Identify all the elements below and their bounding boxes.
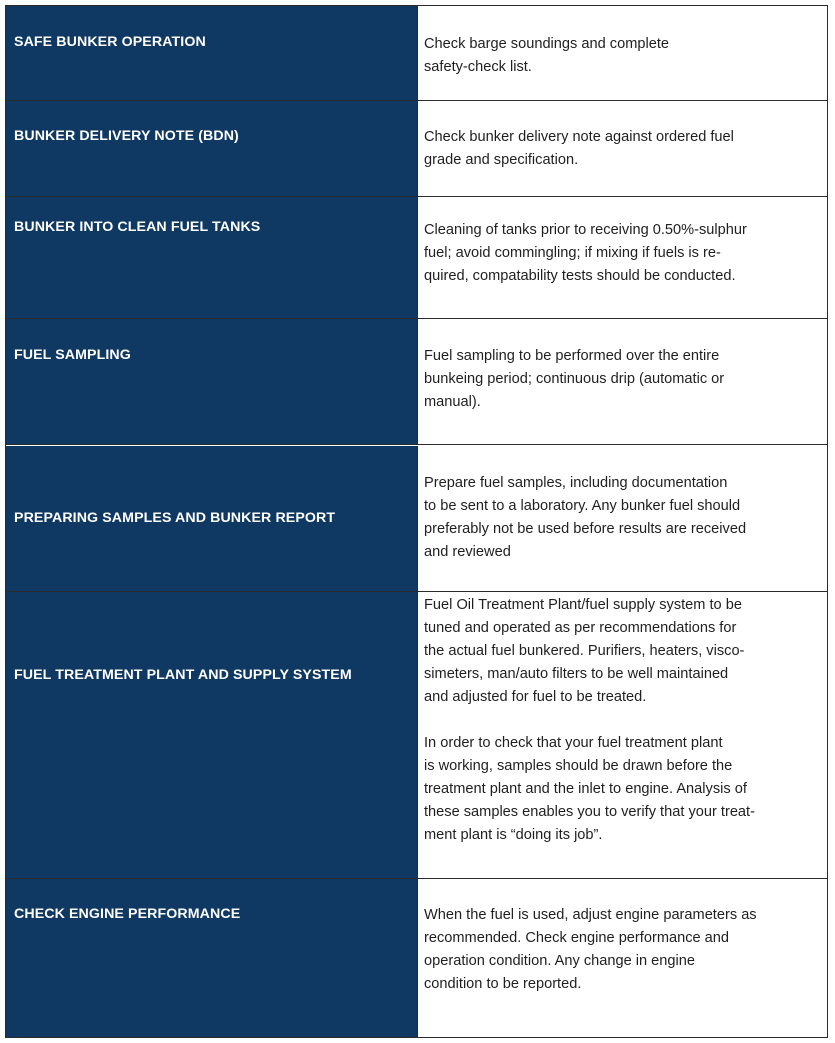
text-line: Cleaning of tanks prior to receiving 0.50%-sulphur bbox=[424, 222, 747, 239]
text-line: safety-check list. bbox=[424, 59, 532, 75]
row-description bbox=[418, 592, 827, 879]
row-label: CHECK ENGINE PERFORMANCE bbox=[6, 879, 418, 1037]
text-line: treatment plant and the inlet to engine. Analysis of bbox=[424, 780, 747, 797]
text-line: condition to be reported. bbox=[424, 975, 582, 992]
text-line: is working, samples should be drawn before the bbox=[424, 757, 733, 774]
row-label: BUNKER INTO CLEAN FUEL TANKS bbox=[6, 197, 418, 319]
row-label: SAFE BUNKER OPERATION bbox=[6, 6, 418, 101]
row-label: BUNKER DELIVERY NOTE (BDN) bbox=[6, 101, 418, 197]
text-line: bunkeing period; continuous drip (automatic or bbox=[424, 371, 725, 388]
text-line: and adjusted for fuel to be treated. bbox=[424, 688, 647, 705]
description-paragraph bbox=[424, 472, 815, 564]
text-line: Fuel sampling to be performed over the entire bbox=[424, 348, 720, 365]
text-line: to be sent to a laboratory. Any bunker fuel should bbox=[424, 497, 741, 514]
description-paragraph bbox=[424, 219, 815, 288]
text-line: these samples enables you to verify that your treat- bbox=[424, 803, 755, 820]
description-paragraph bbox=[424, 594, 815, 709]
text-line: the actual fuel bunkered. Purifiers, heaters, visco- bbox=[424, 642, 745, 659]
text-line: operation condition. Any change in engine bbox=[424, 952, 696, 969]
row-description bbox=[418, 319, 827, 445]
description-paragraph bbox=[424, 904, 815, 996]
text-line: Check bunker delivery note against ordered fuel bbox=[424, 129, 734, 146]
text-line: simeters, man/auto filters to be well maintained bbox=[424, 665, 729, 682]
description-paragraph bbox=[424, 732, 815, 847]
text-line: recommended. Check engine performance and bbox=[424, 929, 730, 946]
text-line: tuned and operated as per recommendations for bbox=[424, 619, 737, 636]
row-label: PREPARING SAMPLES AND BUNKER REPORT bbox=[6, 446, 418, 592]
row-description bbox=[418, 6, 827, 101]
text-line: When the fuel is used, adjust engine parameters as bbox=[424, 906, 757, 923]
text-line: preferably not be used before results are received bbox=[424, 520, 747, 537]
description-paragraph bbox=[424, 33, 815, 79]
text-line: Check barge soundings and complete bbox=[424, 36, 670, 52]
row-label: FUEL SAMPLING bbox=[6, 319, 418, 445]
description-paragraph bbox=[424, 345, 815, 414]
row-description bbox=[418, 879, 827, 1037]
text-line: Fuel Oil Treatment Plant/fuel supply system to be bbox=[424, 596, 742, 613]
text-line: ment plant is “doing its job”. bbox=[424, 826, 603, 843]
row-description bbox=[418, 197, 827, 319]
text-line: manual). bbox=[424, 394, 481, 411]
text-line: Prepare fuel samples, including documentation bbox=[424, 474, 728, 491]
row-label: FUEL TREATMENT PLANT AND SUPPLY SYSTEM bbox=[6, 592, 418, 879]
bunkering-checklist-table bbox=[5, 5, 828, 1038]
text-line: grade and specification. bbox=[424, 152, 579, 169]
description-paragraph bbox=[424, 126, 815, 172]
text-line: In order to check that your fuel treatment plant bbox=[424, 734, 723, 751]
text-line: and reviewed bbox=[424, 543, 511, 560]
text-line: quired, compatability tests should be conducted. bbox=[424, 268, 736, 285]
text-line: fuel; avoid commingling; if mixing if fuels is re- bbox=[424, 245, 721, 262]
row-description bbox=[418, 101, 827, 197]
row-description bbox=[418, 446, 827, 592]
